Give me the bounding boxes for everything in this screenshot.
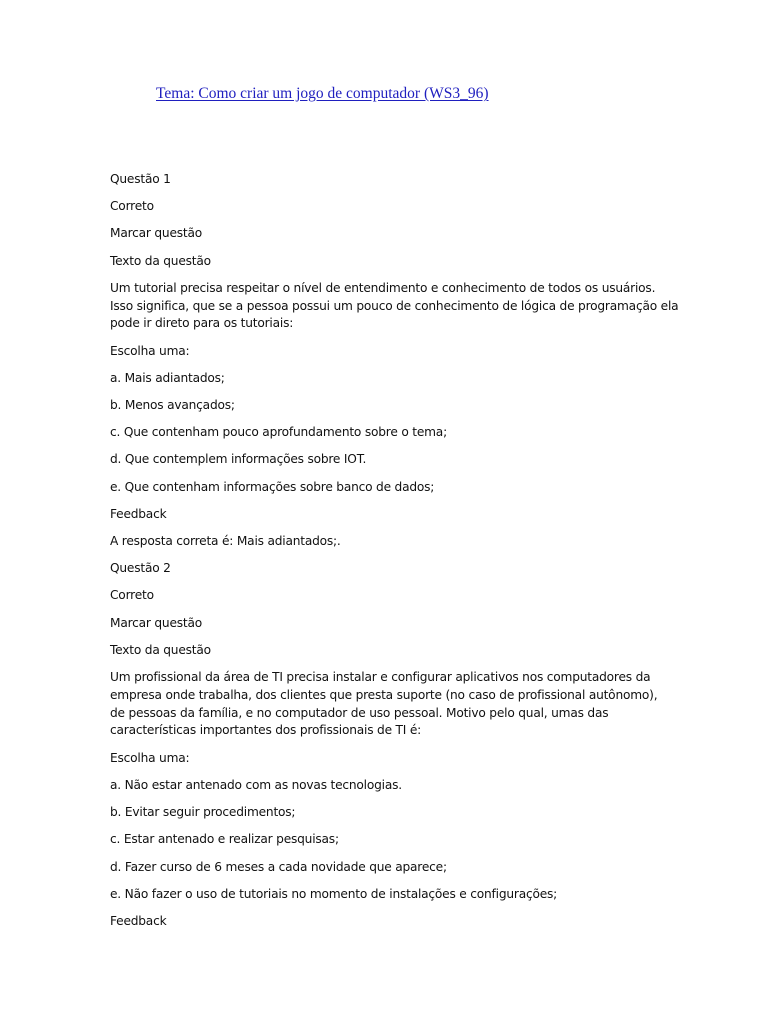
question-2-option-e: e. Não fazer o uso de tutoriais no momento de instalações e configurações; [110,886,558,901]
question-1-option-d: d. Que contemplem informações sobre IOT. [110,452,367,467]
question-2-prompt-line: características importantes dos profissionais de TI é: [110,723,422,738]
question-2-flag: Marcar questão [110,615,202,630]
question-2-prompt [110,669,670,740]
question-1-option-b: b. Menos avançados; [110,398,235,413]
document-title-link[interactable]: Tema: Como criar um jogo de computador (WS3_96) [156,85,489,102]
question-1-feedback-label: Feedback [110,506,167,521]
question-1-status: Correto [110,199,154,214]
question-1-prompt-line: pode ir direto para os tutoriais: [110,316,294,331]
question-2-prompt-line: de pessoas da família, e no computador de uso pessoal. Motivo pelo qual, umas das [110,705,609,720]
question-1-text-label: Texto da questão [110,253,211,268]
question-2-option-d: d. Fazer curso de 6 meses a cada novidade que aparece; [110,859,447,874]
question-2-option-b: b. Evitar seguir procedimentos; [110,805,296,820]
question-1-choose-label: Escolha uma: [110,343,190,358]
question-1-option-e: e. Que contenham informações sobre banco de dados; [110,479,435,494]
question-2-status: Correto [110,588,154,603]
question-1-option-a: a. Mais adiantados; [110,370,225,385]
question-2-text-label: Texto da questão [110,642,211,657]
question-2-option-c: c. Estar antenado e realizar pesquisas; [110,832,339,847]
question-1-heading: Questão 1 [110,172,171,186]
question-2-prompt-line: Um profissional da área de TI precisa instalar e configurar aplicativos nos computadores da [110,669,651,684]
question-1-answer: A resposta correta é: Mais adiantados;. [110,534,341,549]
question-2-prompt-line: empresa onde trabalha, dos clientes que presta suporte (no caso de profissional autônomo), [110,687,658,702]
question-1-option-c: c. Que contenham pouco aprofundamento sobre o tema; [110,425,447,440]
question-2-feedback-label: Feedback [110,913,167,928]
question-1-prompt-line: Isso significa, que se a pessoa possui um pouco de conhecimento de lógica de programação ela [110,298,679,313]
question-2-heading: Questão 2 [110,561,171,576]
question-2-option-a: a. Não estar antenado com as novas tecnologias. [110,777,402,792]
question-2-choose-label: Escolha uma: [110,750,190,765]
question-1-flag: Marcar questão [110,226,202,241]
question-1-prompt [110,280,679,333]
question-1-prompt-line: Um tutorial precisa respeitar o nível de entendimento e conhecimento de todos os usuários. [110,280,656,295]
document-body [110,171,679,940]
